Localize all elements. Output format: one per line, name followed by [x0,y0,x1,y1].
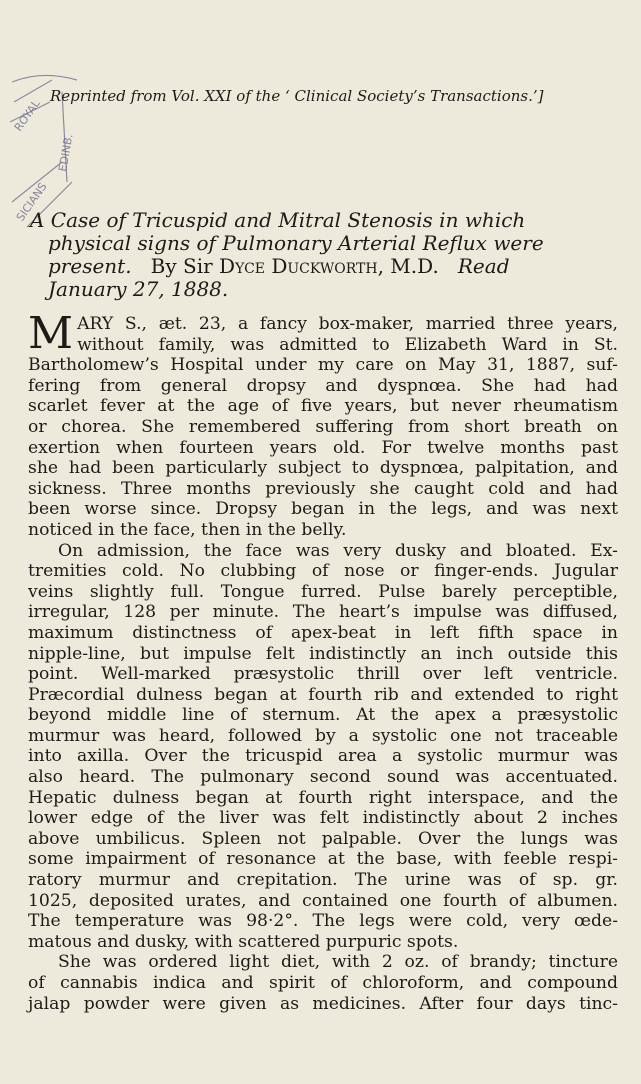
body-line: beyond middle line of sternum. At the apex a præsystolic [28,705,618,726]
body-line: nipple-line, but impulse felt indistinctly an inch outside this [28,643,618,664]
title-author: Dyce Duckworth, M.D. [219,254,439,278]
title-line-4: January 27, 1888. [48,277,229,301]
body-line: veins slightly full. Tongue furred. Pulse barely perceptible, [28,581,618,602]
body-line: also heard. The pulmonary second sound was accentuated. [28,767,618,788]
reprint-header: Reprinted from Vol. XXI of the ‘ Clinical Society’s Transactions.’] [50,87,544,105]
body-line: into axilla. Over the tricuspid area a systolic murmur was [28,746,618,767]
body-line: some impairment of resonance at the base, with feeble respi- [28,849,618,870]
body-line: Præcordial dulness began at fourth rib and extended to right [28,684,618,705]
body-line: above umbilicus. Spleen not palpable. Over the lungs was [28,828,618,849]
body-line: she had been particularly subject to dyspnœa, palpitation, and [28,458,618,479]
body-line: scarlet fever at the age of five years, but never rheumatism [28,396,618,417]
title-line-2: physical signs of Pulmonary Arterial Reflux were [48,231,544,255]
svg-text:ROYAL: ROYAL [11,97,43,134]
article-body [28,308,618,1014]
body-line: ARY S., æt. 23, a fancy box-maker, married three years, [77,314,618,334]
body-line: maximum distinctness of apex-beat in left fifth space in [28,622,618,643]
body-line: exertion when fourteen years old. For twelve months past [28,437,618,458]
body-line: On admission, the face was very dusky and bloated. Ex- [58,540,618,561]
body-line: murmur was heard, followed by a systolic one not traceable [28,725,618,746]
article-title [30,209,610,301]
body-line: noticed in the face, then in the belly. [28,519,347,540]
svg-text:EDINB.: EDINB. [56,132,76,173]
body-line: without family, was admitted to Elizabeth Ward in St. [77,334,618,355]
body-line: Bartholomew’s Hospital under my care on May 31, 1887, suf- [28,355,618,376]
body-line: matous and dusky, with scattered purpuric spots. [28,931,459,952]
title-present: present. [48,254,132,278]
title-line-3 [30,255,610,278]
body-line: lower edge of the liver was felt indistinctly about 2 inches [28,808,618,829]
body-line: of cannabis indica and spirit of chloroform, and compound [28,973,618,993]
body-line: irregular, 128 per minute. The heart’s impulse was diffused, [28,602,618,623]
body-line: been worse since. Dropsy began in the legs, and was next [28,499,618,520]
body-line: jalap powder were given as medicines. After four days tinc- [28,993,618,1014]
body-line: The temperature was 98·2°. The legs were cold, very œde- [28,911,618,932]
title-read: Read [457,254,510,278]
body-line: point. Well-marked præsystolic thrill over left ventricle. [28,664,618,685]
body-line: or chorea. She remembered suffering from short breath on [28,416,618,437]
svg-text:SICIANS: SICIANS [13,180,50,224]
body-line: sickness. Three months previously she caught cold and had [28,478,618,499]
body-line: fering from general dropsy and dyspnœa. She had had [28,375,618,396]
drop-cap: M [28,308,74,359]
body-line: tremities cold. No clubbing of nose or finger-ends. Jugular [28,561,618,582]
title-by: By Sir [150,254,213,278]
body-line: She was ordered light diet, with 2 oz. of brandy; tincture [58,952,618,973]
body-line: 1025, deposited urates, and contained one fourth of albumen. [28,890,618,911]
title-line-1: A Case of Tricuspid and Mitral Stenosis in which [30,208,526,232]
body-line: ratory murmur and crepitation. The urine was of sp. gr. [28,870,618,891]
body-line: Hepatic dulness began at fourth right interspace, and the [28,787,618,808]
